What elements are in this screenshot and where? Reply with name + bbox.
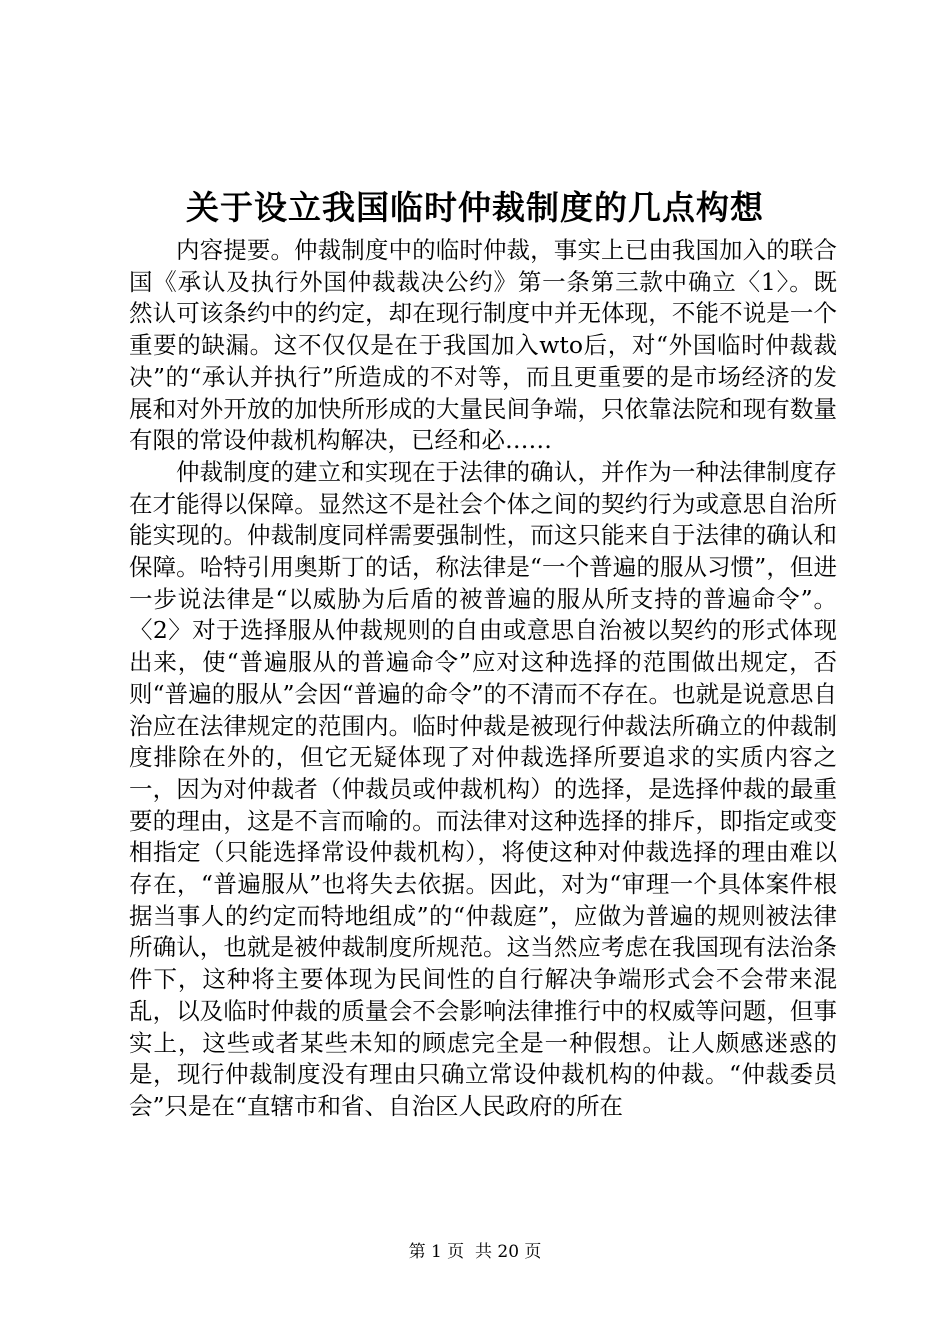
paragraph-main: 仲裁制度的建立和实现在于法律的确认，并作为一种法律制度存在才能得以保障。显然这不是社会个体之间的契约行为或意思自治所能实现的。仲裁制度同样需要强制性，而这只能来自于法律的确认和保障。哈特引用奥斯丁的话，称法律是“一个普遍的服从习惯”，但进一步说法律是“以威胁为后盾的被普遍的服从所支持的普遍命令”。〈2〉对于选择服从仲裁规则的自由或意思自治被以契约的形式体现出来，使“普遍服从的普遍命令”应对这种选择的范围做出规定，否则“普遍的服从”会因“普遍的命令”的不清而不存在。也就是说意思自治应在法律规定的范围内。临时仲裁是被现行仲裁法所确立的仲裁制度排除在外的，但它无疑体现了对仲裁选择所要追求的实质内容之一，因为对仲裁者（仲裁员或仲裁机构）的选择，是选择仲裁的最重要的理由，这是不言而喻的。而法律对这种选择的排斥，即指定或变相指定（只能选择常设仲裁机构），将使这种对仲裁选择的理由难以存在，“普遍服从”也将失去依据。因此，对为“审理一个具体案件根据当事人的约定而特地组成”的“仲裁庭”，应做为普遍的规则被法律所确认，也就是被仲裁制度所规范。这当然应考虑在我国现有法治条件下，这种将主要体现为民间性的自行解决争端形式会不会带来混乱，以及临时仲裁的质量会不会影响法律推行中的权威等问题，但事实上，这些或者某些未知的顾虑完全是一种假想。让人颇感迷惑的是，现行仲裁制度没有理由只确立常设仲裁机构的仲裁。“仲裁委员会”只是在“直辖市和省、自治区人民政府的所在	[129, 457, 837, 1120]
document-body	[129, 235, 837, 1123]
document-title: 关于设立我国临时仲裁制度的几点构想	[186, 188, 764, 227]
paragraph-abstract: 内容提要。仲裁制度中的临时仲裁，事实上已由我国加入的联合国《承认及执行外国仲裁裁决公约》第一条第三款中确立〈1〉。既然认可该条约中的约定，却在现行制度中并无体现，不能不说是一个重要的缺漏。这不仅仅是在于我国加入wto后，对“外国临时仲裁裁决”的“承认并执行”所造成的不对等，而且更重要的是市场经济的发展和对外开放的加快所形成的大量民间争端，只依靠法院和现有数量有限的常设仲裁机构解决，已经和必……	[129, 236, 837, 455]
page-number-footer: 第 1 页 共 20 页	[408, 1242, 542, 1262]
